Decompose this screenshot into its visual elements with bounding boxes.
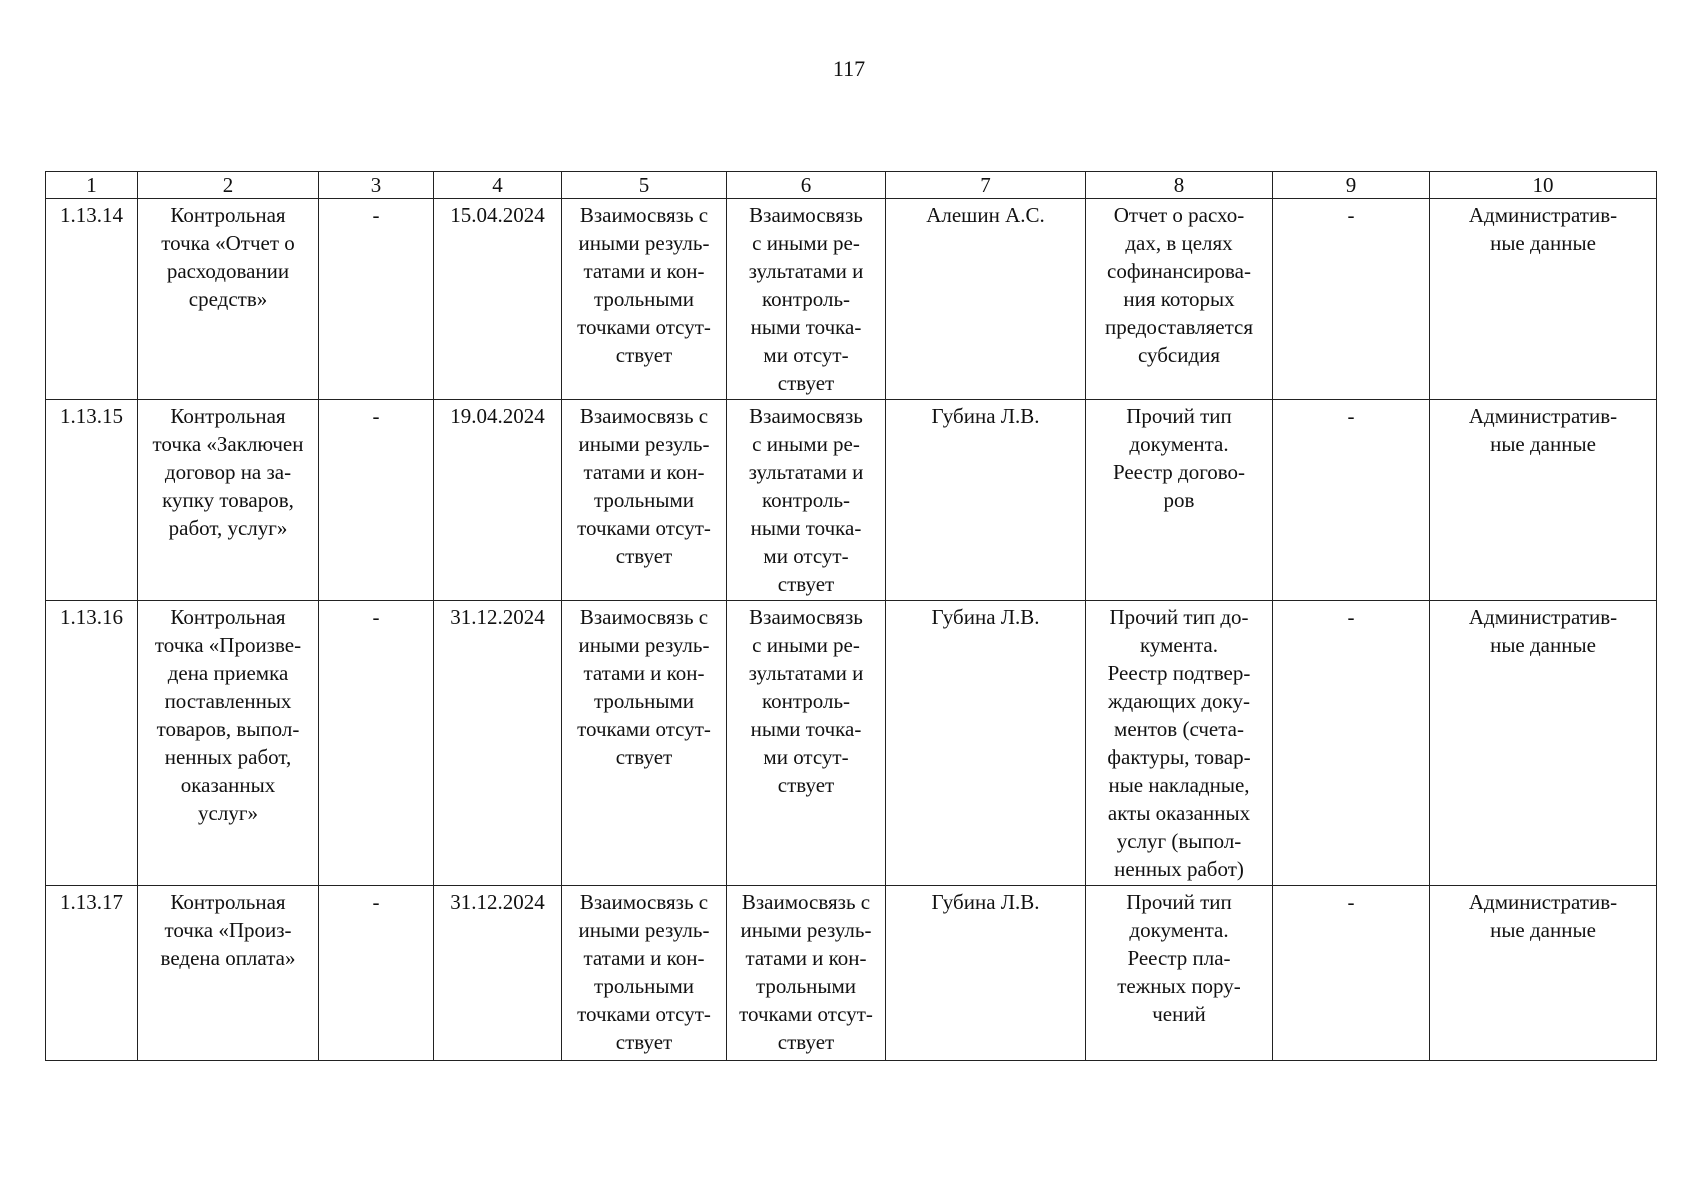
relationship-points: Взаимосвязь с иными ре- зультатами и контроль- ными точка- ми отсут- ствует [727,199,886,400]
cell-col3: - [319,199,434,400]
column-header: 1 [46,172,138,199]
responsible-person: Губина Л.В. [886,886,1086,1061]
responsible-person: Губина Л.В. [886,400,1086,601]
control-point-name: Контрольная точка «Произ- ведена оплата» [138,886,319,1061]
responsible-person: Алешин А.С. [886,199,1086,400]
deadline-date: 19.04.2024 [434,400,562,601]
document-type: Прочий тип документа. Реестр догово- ров [1086,400,1273,601]
row-number: 1.13.14 [46,199,138,400]
data-source: Административ- ные данные [1430,601,1657,886]
document-type: Прочий тип документа. Реестр пла- тежных пору- чений [1086,886,1273,1061]
cell-col9: - [1273,601,1430,886]
deadline-date: 31.12.2024 [434,886,562,1061]
relationship-points: Взаимосвязь с иными резуль- татами и кон- трольными точками отсут- ствует [727,886,886,1061]
deadline-date: 15.04.2024 [434,199,562,400]
cell-col9: - [1273,886,1430,1061]
column-header: 8 [1086,172,1273,199]
column-header: 6 [727,172,886,199]
relationship-points: Взаимосвязь с иными ре- зультатами и контроль- ными точка- ми отсут- ствует [727,400,886,601]
control-point-name: Контрольная точка «Произве- дена приемка поставленных товаров, выпол- ненных работ, оказанных услуг» [138,601,319,886]
row-number: 1.13.17 [46,886,138,1061]
cell-col3: - [319,400,434,601]
table-row [46,886,1657,1061]
table-row [46,601,1657,886]
deadline-date: 31.12.2024 [434,601,562,886]
document-type: Прочий тип до- кумента. Реестр подтвер- ждающих доку- ментов (счета- фактуры, товар- ные накладные, акты оказанных услуг (выпол- ненных работ) [1086,601,1273,886]
column-header: 10 [1430,172,1657,199]
relationship-points: Взаимосвязь с иными ре- зультатами и контроль- ными точка- ми отсут- ствует [727,601,886,886]
cell-col3: - [319,601,434,886]
cell-col3: - [319,886,434,1061]
column-header: 2 [138,172,319,199]
control-point-name: Контрольная точка «Отчет о расходовании средств» [138,199,319,400]
column-header: 4 [434,172,562,199]
data-source: Административ- ные данные [1430,400,1657,601]
table-row [46,400,1657,601]
row-number: 1.13.15 [46,400,138,601]
relationship-results: Взаимосвязь с иными резуль- татами и кон- трольными точками отсут- ствует [562,601,727,886]
control-points-table [45,171,1657,1061]
column-header: 9 [1273,172,1430,199]
relationship-results: Взаимосвязь с иными резуль- татами и кон- трольными точками отсут- ствует [562,199,727,400]
cell-col9: - [1273,400,1430,601]
table-row [46,199,1657,400]
responsible-person: Губина Л.В. [886,601,1086,886]
data-source: Административ- ные данные [1430,886,1657,1061]
document-type: Отчет о расхо- дах, в целях софинансирова- ния которых предоставляется субсидия [1086,199,1273,400]
column-header: 7 [886,172,1086,199]
relationship-results: Взаимосвязь с иными резуль- татами и кон- трольными точками отсут- ствует [562,886,727,1061]
table-header-row [46,172,1657,199]
control-point-name: Контрольная точка «Заключен договор на за- купку товаров, работ, услуг» [138,400,319,601]
row-number: 1.13.16 [46,601,138,886]
column-header: 3 [319,172,434,199]
page-number: 117 [832,56,866,81]
relationship-results: Взаимосвязь с иными резуль- татами и кон- трольными точками отсут- ствует [562,400,727,601]
column-header: 5 [562,172,727,199]
data-source: Административ- ные данные [1430,199,1657,400]
cell-col9: - [1273,199,1430,400]
